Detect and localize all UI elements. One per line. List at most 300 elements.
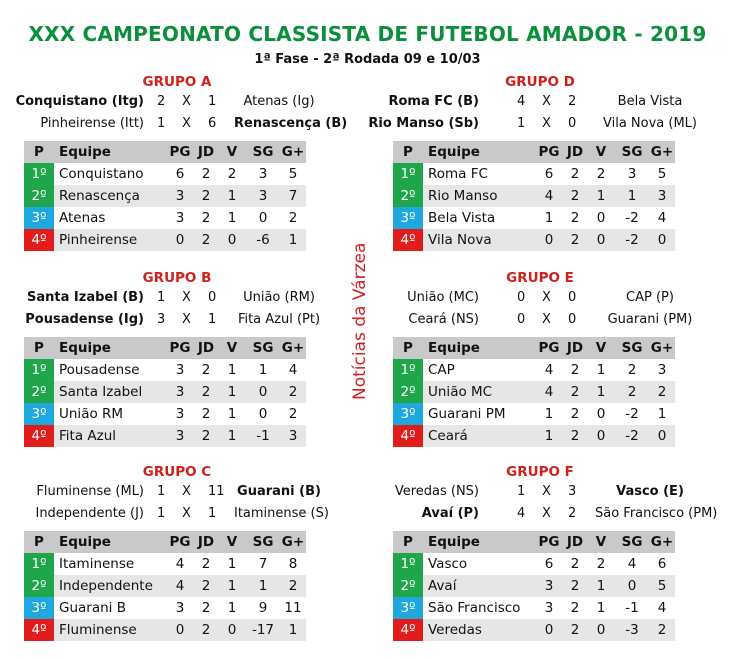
goals-cell: 8: [280, 553, 306, 575]
header-games: JD: [194, 141, 218, 163]
points-cell: 1: [535, 207, 563, 229]
page-subtitle: 1ª Fase - 2ª Rodada 09 e 10/03: [254, 52, 481, 67]
position-badge: 1º: [393, 359, 423, 381]
position-badge: 4º: [24, 229, 54, 251]
games-cell: 2: [563, 207, 587, 229]
table-row: [24, 229, 306, 251]
goal-diff-cell: 2: [615, 381, 649, 403]
header-wins: V: [218, 141, 246, 163]
standings-table: [24, 337, 306, 447]
group-c: [12, 462, 342, 641]
points-cell: 3: [166, 597, 194, 619]
table-row: [393, 359, 675, 381]
points-cell: 3: [166, 381, 194, 403]
table-header-row: [393, 141, 675, 163]
header-wins: V: [587, 531, 615, 553]
goal-diff-cell: -6: [246, 229, 280, 251]
header-position: P: [24, 141, 54, 163]
versus-mark: X: [542, 312, 551, 327]
table-row: [393, 207, 675, 229]
away-team: Itaminense (S): [234, 506, 329, 521]
table-header-row: [24, 531, 306, 553]
goal-diff-cell: 3: [615, 163, 649, 185]
games-cell: 2: [194, 229, 218, 251]
away-team: Guarani (B): [237, 484, 321, 499]
table-row: [24, 553, 306, 575]
games-cell: 2: [563, 403, 587, 425]
group-heading: GRUPO A: [142, 74, 212, 90]
table-row: [393, 619, 675, 641]
games-cell: 2: [194, 381, 218, 403]
away-team: União (RM): [243, 290, 315, 305]
games-cell: 2: [563, 381, 587, 403]
header-goals: G+: [280, 337, 306, 359]
goals-cell: 4: [280, 359, 306, 381]
wins-cell: 1: [587, 359, 615, 381]
team-name: Itaminense: [54, 553, 166, 575]
team-name: Rio Manso: [423, 185, 535, 207]
goal-diff-cell: 1: [246, 575, 280, 597]
position-badge: 1º: [24, 553, 54, 575]
home-team: Roma FC (B): [388, 94, 479, 109]
goals-cell: 1: [649, 403, 675, 425]
match-result: [12, 92, 342, 114]
match-result: [385, 92, 705, 114]
header-goals: G+: [280, 531, 306, 553]
header-team: Equipe: [54, 531, 166, 553]
header-wins: V: [587, 337, 615, 359]
group-b: [12, 268, 342, 447]
header-team: Equipe: [54, 141, 166, 163]
goal-diff-cell: -2: [615, 403, 649, 425]
header-games: JD: [563, 531, 587, 553]
wins-cell: 0: [218, 619, 246, 641]
goals-cell: 11: [280, 597, 306, 619]
header-points: PG: [535, 141, 563, 163]
wins-cell: 1: [218, 185, 246, 207]
points-cell: 3: [535, 575, 563, 597]
position-badge: 1º: [393, 553, 423, 575]
table-row: [393, 229, 675, 251]
team-name: Pousadense: [54, 359, 166, 381]
team-name: Renascença: [54, 185, 166, 207]
goals-cell: 7: [280, 185, 306, 207]
games-cell: 2: [194, 425, 218, 447]
goal-diff-cell: 2: [615, 359, 649, 381]
goals-cell: 5: [649, 163, 675, 185]
home-score: 1: [157, 290, 166, 305]
home-team: Pousadense (Ig): [25, 312, 144, 327]
wins-cell: 1: [218, 425, 246, 447]
header-goals: G+: [649, 337, 675, 359]
position-badge: 2º: [24, 185, 54, 207]
match-result: [385, 310, 705, 332]
points-cell: 0: [535, 619, 563, 641]
standings-table: [24, 141, 306, 251]
points-cell: 0: [166, 619, 194, 641]
goals-cell: 2: [280, 403, 306, 425]
versus-mark: X: [542, 290, 551, 305]
match-result: [12, 288, 342, 310]
games-cell: 2: [563, 553, 587, 575]
table-row: [24, 359, 306, 381]
team-name: Guarani B: [54, 597, 166, 619]
games-cell: 2: [194, 575, 218, 597]
away-score: 6: [208, 116, 217, 131]
header-team: Equipe: [423, 141, 535, 163]
points-cell: 4: [535, 359, 563, 381]
table-row: [24, 619, 306, 641]
team-name: São Francisco: [423, 597, 535, 619]
games-cell: 2: [563, 597, 587, 619]
points-cell: 1: [535, 425, 563, 447]
points-cell: 4: [166, 575, 194, 597]
header-points: PG: [535, 531, 563, 553]
points-cell: 1: [535, 403, 563, 425]
group-e: [385, 268, 705, 447]
header-games: JD: [194, 531, 218, 553]
position-badge: 1º: [393, 163, 423, 185]
goal-diff-cell: 7: [246, 553, 280, 575]
team-name: Roma FC: [423, 163, 535, 185]
table-row: [24, 575, 306, 597]
position-badge: 2º: [24, 575, 54, 597]
team-name: Pinheirense: [54, 229, 166, 251]
points-cell: 6: [535, 163, 563, 185]
table-row: [393, 185, 675, 207]
match-result: [385, 482, 705, 504]
table-row: [24, 185, 306, 207]
versus-mark: X: [182, 312, 191, 327]
header-games: JD: [194, 337, 218, 359]
table-row: [24, 425, 306, 447]
goals-cell: 3: [649, 185, 675, 207]
team-name: Ceará: [423, 425, 535, 447]
position-badge: 4º: [393, 425, 423, 447]
position-badge: 3º: [24, 597, 54, 619]
wins-cell: 1: [218, 359, 246, 381]
standings-table: [24, 531, 306, 641]
goals-cell: 0: [649, 229, 675, 251]
team-name: Fita Azul: [54, 425, 166, 447]
wins-cell: 0: [587, 229, 615, 251]
versus-mark: X: [182, 506, 191, 521]
wins-cell: 1: [587, 597, 615, 619]
match-result: [385, 504, 718, 526]
group-heading: GRUPO D: [505, 74, 575, 90]
position-badge: 4º: [393, 229, 423, 251]
header-wins: V: [587, 141, 615, 163]
header-goals: G+: [280, 141, 306, 163]
team-name: Bela Vista: [423, 207, 535, 229]
team-name: Independente: [54, 575, 166, 597]
position-badge: 3º: [24, 403, 54, 425]
goal-diff-cell: -17: [246, 619, 280, 641]
position-badge: 4º: [24, 425, 54, 447]
points-cell: 4: [535, 381, 563, 403]
standings-table: [393, 141, 675, 251]
goal-diff-cell: 0: [615, 575, 649, 597]
group-heading: GRUPO E: [506, 270, 574, 286]
home-score: 1: [157, 506, 166, 521]
table-header-row: [24, 337, 306, 359]
home-score: 0: [517, 312, 526, 327]
position-badge: 2º: [393, 381, 423, 403]
header-position: P: [24, 337, 54, 359]
match-result: [385, 288, 705, 310]
team-name: Veredas: [423, 619, 535, 641]
match-result: [12, 310, 342, 332]
home-score: 1: [517, 484, 526, 499]
home-team: Veredas (NS): [394, 484, 479, 499]
position-badge: 3º: [393, 597, 423, 619]
header-points: PG: [535, 337, 563, 359]
away-team: São Francisco (PM): [595, 506, 718, 521]
header-goal-diff: SG: [615, 531, 649, 553]
away-score: 3: [568, 484, 577, 499]
points-cell: 3: [166, 185, 194, 207]
home-score: 1: [517, 116, 526, 131]
home-team: Fluminense (ML): [36, 484, 144, 499]
points-cell: 6: [166, 163, 194, 185]
team-name: Atenas: [54, 207, 166, 229]
away-team: CAP (P): [626, 290, 674, 305]
position-badge: 2º: [24, 381, 54, 403]
points-cell: 3: [166, 403, 194, 425]
home-team: Rio Manso (Sb): [368, 116, 479, 131]
match-result: [12, 114, 348, 136]
wins-cell: 0: [587, 425, 615, 447]
goals-cell: 2: [280, 381, 306, 403]
games-cell: 2: [194, 403, 218, 425]
wins-cell: 1: [587, 185, 615, 207]
versus-mark: X: [182, 116, 191, 131]
home-team: União (MC): [407, 290, 479, 305]
points-cell: 3: [166, 207, 194, 229]
goal-diff-cell: -1: [246, 425, 280, 447]
position-badge: 3º: [24, 207, 54, 229]
team-name: Guarani PM: [423, 403, 535, 425]
away-team: Atenas (Ig): [243, 94, 315, 109]
goal-diff-cell: -2: [615, 425, 649, 447]
team-name: CAP: [423, 359, 535, 381]
table-row: [393, 163, 675, 185]
away-score: 0: [208, 290, 217, 305]
wins-cell: 1: [587, 381, 615, 403]
goals-cell: 5: [280, 163, 306, 185]
home-team: Pinheirense (Itt): [40, 116, 144, 131]
goals-cell: 3: [649, 359, 675, 381]
header-goal-diff: SG: [246, 531, 280, 553]
position-badge: 2º: [393, 185, 423, 207]
home-team: Ceará (NS): [408, 312, 479, 327]
table-header-row: [24, 141, 306, 163]
group-heading: GRUPO F: [506, 464, 574, 480]
away-team: Renascença (B): [234, 116, 348, 131]
table-row: [393, 425, 675, 447]
away-score: 2: [568, 506, 577, 521]
games-cell: 2: [194, 207, 218, 229]
goals-cell: 3: [280, 425, 306, 447]
games-cell: 2: [563, 229, 587, 251]
group-f: [385, 462, 718, 641]
home-score: 1: [157, 484, 166, 499]
standings-table: [393, 531, 675, 641]
header-goal-diff: SG: [246, 337, 280, 359]
table-row: [24, 381, 306, 403]
team-name: União MC: [423, 381, 535, 403]
wins-cell: 1: [218, 575, 246, 597]
header-points: PG: [166, 141, 194, 163]
versus-mark: X: [542, 506, 551, 521]
table-header-row: [393, 337, 675, 359]
team-name: União RM: [54, 403, 166, 425]
versus-mark: X: [182, 484, 191, 499]
points-cell: 3: [166, 359, 194, 381]
goal-diff-cell: -3: [615, 619, 649, 641]
table-row: [393, 553, 675, 575]
header-team: Equipe: [54, 337, 166, 359]
away-score: 0: [568, 312, 577, 327]
wins-cell: 1: [218, 207, 246, 229]
header-goal-diff: SG: [615, 337, 649, 359]
header-position: P: [393, 141, 423, 163]
goals-cell: 2: [280, 207, 306, 229]
home-team: Santa Izabel (B): [27, 290, 144, 305]
team-name: Santa Izabel: [54, 381, 166, 403]
away-team: Vila Nova (ML): [602, 116, 697, 131]
goal-diff-cell: 3: [246, 185, 280, 207]
header-wins: V: [218, 531, 246, 553]
away-team: Fita Azul (Pt): [237, 312, 321, 327]
watermark-text: Notícias da Várzea: [350, 242, 370, 400]
wins-cell: 1: [218, 381, 246, 403]
versus-mark: X: [182, 94, 191, 109]
home-score: 4: [517, 506, 526, 521]
games-cell: 2: [194, 163, 218, 185]
points-cell: 4: [166, 553, 194, 575]
table-row: [24, 163, 306, 185]
wins-cell: 1: [218, 597, 246, 619]
points-cell: 0: [166, 229, 194, 251]
table-row: [393, 575, 675, 597]
wins-cell: 2: [587, 553, 615, 575]
games-cell: 2: [563, 425, 587, 447]
home-score: 1: [157, 116, 166, 131]
header-points: PG: [166, 531, 194, 553]
team-name: Vasco: [423, 553, 535, 575]
position-badge: 1º: [24, 359, 54, 381]
header-position: P: [393, 531, 423, 553]
home-team: Independente (J): [35, 506, 144, 521]
games-cell: 2: [563, 619, 587, 641]
away-team: Guarani (PM): [607, 312, 693, 327]
goals-cell: 0: [649, 425, 675, 447]
points-cell: 3: [535, 597, 563, 619]
points-cell: 4: [535, 185, 563, 207]
games-cell: 2: [563, 359, 587, 381]
goal-diff-cell: 1: [246, 359, 280, 381]
versus-mark: X: [182, 290, 191, 305]
wins-cell: 2: [218, 163, 246, 185]
goal-diff-cell: -1: [615, 597, 649, 619]
team-name: Vila Nova: [423, 229, 535, 251]
goals-cell: 1: [280, 619, 306, 641]
goals-cell: 4: [649, 207, 675, 229]
goals-cell: 1: [280, 229, 306, 251]
home-score: 2: [157, 94, 166, 109]
goals-cell: 2: [649, 381, 675, 403]
table-header-row: [393, 531, 675, 553]
goals-cell: 6: [649, 553, 675, 575]
group-d: [368, 72, 705, 251]
away-score: 11: [208, 484, 225, 499]
points-cell: 6: [535, 553, 563, 575]
header-games: JD: [563, 141, 587, 163]
goal-diff-cell: -2: [615, 207, 649, 229]
match-result: [12, 504, 342, 526]
goals-cell: 4: [649, 597, 675, 619]
table-row: [393, 597, 675, 619]
goal-diff-cell: 3: [246, 163, 280, 185]
header-position: P: [24, 531, 54, 553]
away-score: 1: [208, 94, 217, 109]
games-cell: 2: [194, 597, 218, 619]
away-team: Bela Vista: [617, 94, 683, 109]
wins-cell: 1: [218, 553, 246, 575]
wins-cell: 0: [587, 619, 615, 641]
goals-cell: 5: [649, 575, 675, 597]
home-score: 3: [157, 312, 166, 327]
group-heading: GRUPO B: [142, 270, 212, 286]
goal-diff-cell: 1: [615, 185, 649, 207]
position-badge: 1º: [24, 163, 54, 185]
wins-cell: 1: [218, 403, 246, 425]
goal-diff-cell: 9: [246, 597, 280, 619]
header-goal-diff: SG: [615, 141, 649, 163]
versus-mark: X: [542, 484, 551, 499]
games-cell: 2: [563, 185, 587, 207]
header-team: Equipe: [423, 337, 535, 359]
goal-diff-cell: 0: [246, 207, 280, 229]
header-games: JD: [563, 337, 587, 359]
position-badge: 3º: [393, 207, 423, 229]
games-cell: 2: [563, 575, 587, 597]
home-score: 0: [517, 290, 526, 305]
header-points: PG: [166, 337, 194, 359]
goal-diff-cell: -2: [615, 229, 649, 251]
goal-diff-cell: 4: [615, 553, 649, 575]
versus-mark: X: [542, 94, 551, 109]
goal-diff-cell: 0: [246, 403, 280, 425]
away-team: Vasco (E): [616, 484, 684, 499]
away-score: 0: [568, 290, 577, 305]
team-name: Fluminense: [54, 619, 166, 641]
position-badge: 4º: [24, 619, 54, 641]
games-cell: 2: [194, 553, 218, 575]
match-result: [368, 114, 705, 136]
header-position: P: [393, 337, 423, 359]
goals-cell: 2: [280, 575, 306, 597]
versus-mark: X: [542, 116, 551, 131]
points-cell: 3: [166, 425, 194, 447]
home-team: Conquistano (Itg): [15, 94, 144, 109]
team-name: Avaí: [423, 575, 535, 597]
wins-cell: 2: [587, 163, 615, 185]
table-row: [24, 597, 306, 619]
header-wins: V: [218, 337, 246, 359]
table-row: [393, 381, 675, 403]
